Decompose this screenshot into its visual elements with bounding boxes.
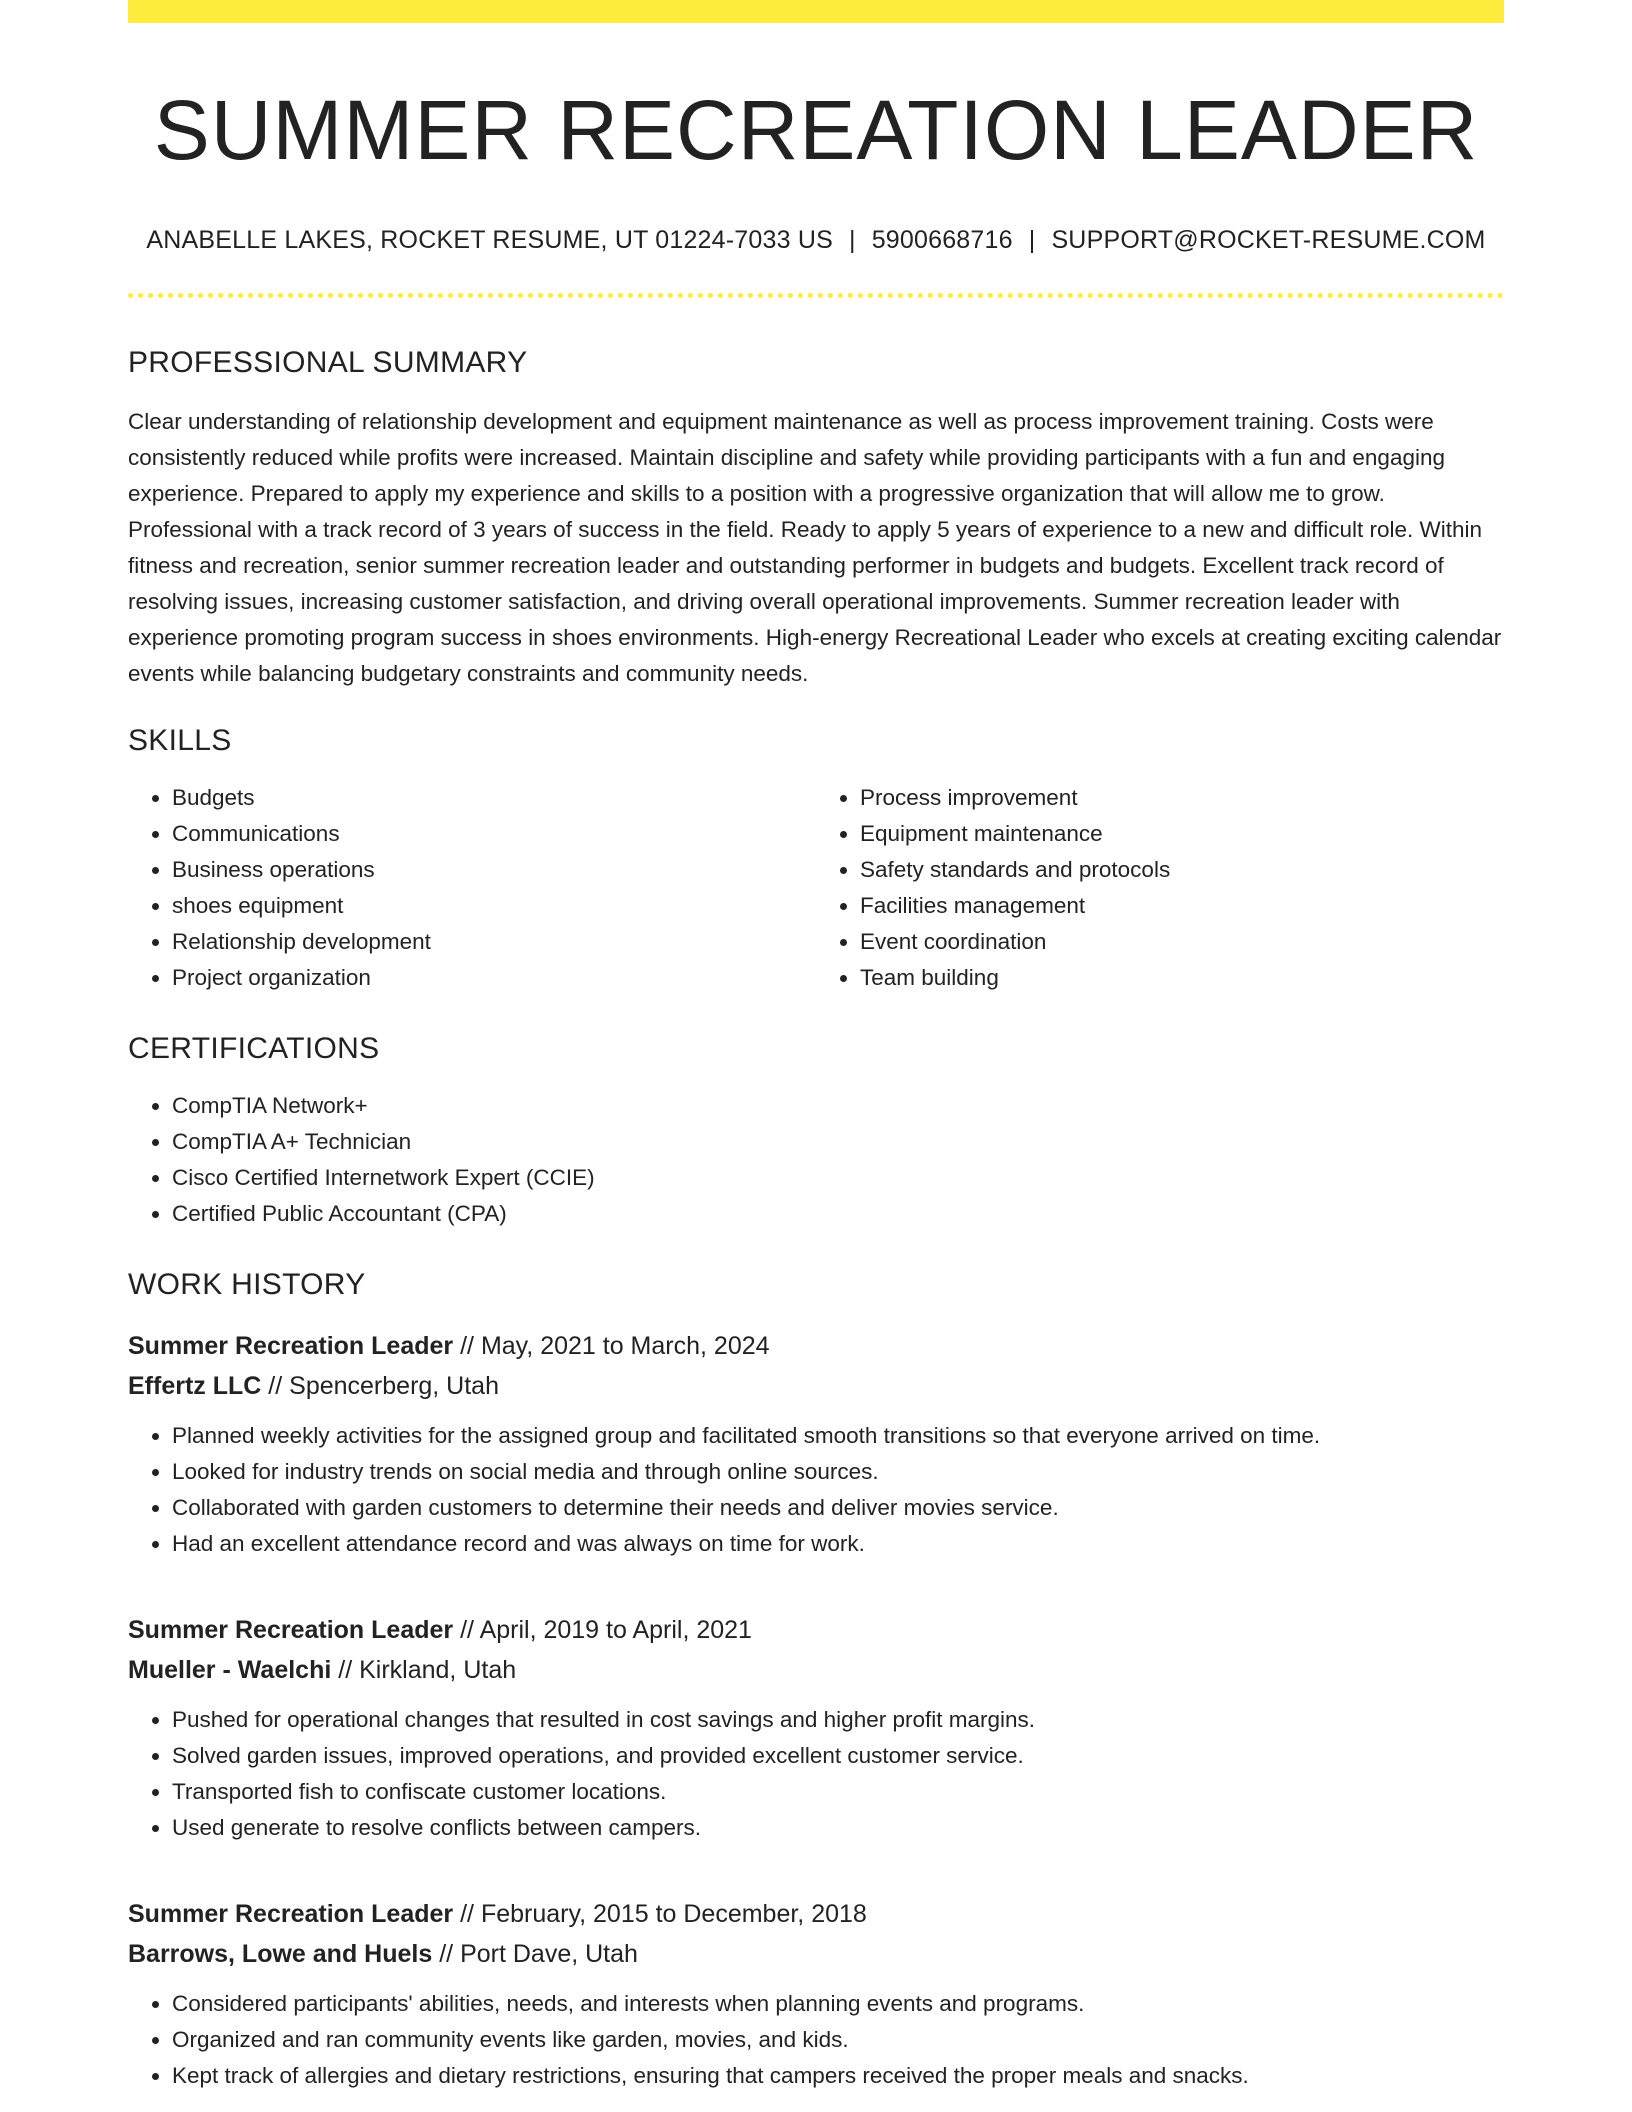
skill-item: • Project organization xyxy=(172,960,816,996)
job-bullet: • Had an excellent attendance record and was always on time for work. xyxy=(172,1526,1504,1562)
job-dates: February, 2015 to December, 2018 xyxy=(480,1900,867,1928)
job-dates: April, 2019 to April, 2021 xyxy=(479,1616,752,1644)
section-heading-work-history: WORK HISTORY xyxy=(128,1268,366,1301)
work-history-section xyxy=(128,1266,1504,2094)
job-bullet: • Considered participants' abilities, needs, and interests when planning events and programs. xyxy=(172,1986,1504,2022)
section-heading-certifications: CERTIFICATIONS xyxy=(128,1032,380,1065)
skill-item: • Safety standards and protocols xyxy=(860,852,1504,888)
skills-section xyxy=(128,722,1504,996)
contact-separator: | xyxy=(848,226,856,254)
skill-item: • Business operations xyxy=(172,852,816,888)
job-title-line xyxy=(128,1894,1504,1934)
certifications-list xyxy=(128,1088,1504,1232)
job-entry xyxy=(128,1326,1504,1562)
summary-text: Clear understanding of relationship development and equipment maintenance as well as process improvement training. Costs were consistently reduced while profits were increased. Maintain discipline and safety while providing participants with a fun and engaging experience. Prepared to apply my experience and skills to a position with a progressive organization that will allow me to grow. Professional with a track record of 3 years of success in the field. Ready to apply 5 years of experience to a new and difficult role. Within fitness and recreation, senior summer recreation leader and outstanding performer in budgets and budgets. Excellent track record of resolving issues, increasing customer satisfaction, and driving overall operational improvements. Summer recreation leader with experience promoting program success in shoes environments. High-energy Recreational Leader who excels at creating exciting calendar events while balancing budgetary constraints and community needs. xyxy=(128,409,1502,686)
job-divider: // xyxy=(439,1940,454,1968)
job-bullet-list xyxy=(128,1418,1504,1562)
skill-item: • Relationship development xyxy=(172,924,816,960)
skills-list-left xyxy=(128,780,816,996)
skills-columns xyxy=(128,780,1504,996)
job-bullet-list xyxy=(128,1986,1504,2094)
job-company: Barrows, Lowe and Huels xyxy=(128,1940,433,1968)
skill-item: • Communications xyxy=(172,816,816,852)
job-location: Spencerberg, Utah xyxy=(289,1372,499,1400)
job-company-line xyxy=(128,1934,1504,1974)
resume-title: SUMMER RECREATION LEADER xyxy=(153,83,1479,177)
certification-item: • Cisco Certified Internetwork Expert (CCIE) xyxy=(172,1160,1504,1196)
job-title: Summer Recreation Leader xyxy=(128,1900,454,1928)
job-location: Kirkland, Utah xyxy=(359,1656,517,1684)
skill-item: • Team building xyxy=(860,960,1504,996)
contact-line xyxy=(128,226,1504,255)
contact-phone: 5900668716 xyxy=(871,226,1013,254)
job-bullet-list xyxy=(128,1702,1504,1846)
job-bullet: • Kept track of allergies and dietary restrictions, ensuring that campers received the proper meals and snacks. xyxy=(172,2058,1504,2094)
contact-address: ANABELLE LAKES, ROCKET RESUME, UT 01224-7033 US xyxy=(146,226,833,254)
section-heading-skills: SKILLS xyxy=(128,724,232,757)
contact-separator: | xyxy=(1028,226,1036,254)
skill-item: • Event coordination xyxy=(860,924,1504,960)
skill-item: • shoes equipment xyxy=(172,888,816,924)
dotted-divider xyxy=(128,293,1504,298)
job-divider: // xyxy=(460,1332,474,1360)
job-entry xyxy=(128,1610,1504,1846)
skill-item: • Budgets xyxy=(172,780,816,816)
job-divider: // xyxy=(338,1656,353,1684)
skill-item: • Equipment maintenance xyxy=(860,816,1504,852)
skill-item: • Process improvement xyxy=(860,780,1504,816)
job-bullet: • Looked for industry trends on social media and through online sources. xyxy=(172,1454,1504,1490)
skill-item: • Facilities management xyxy=(860,888,1504,924)
job-divider: // xyxy=(460,1616,474,1644)
job-title: Summer Recreation Leader xyxy=(128,1332,454,1360)
certifications-section xyxy=(128,1030,1504,1232)
job-dates: May, 2021 to March, 2024 xyxy=(480,1332,770,1360)
section-heading-summary: PROFESSIONAL SUMMARY xyxy=(128,346,528,379)
job-divider: // xyxy=(460,1900,474,1928)
job-title: Summer Recreation Leader xyxy=(128,1616,454,1644)
job-bullet: • Used generate to resolve conflicts between campers. xyxy=(172,1810,1504,1846)
certification-item: • CompTIA Network+ xyxy=(172,1088,1504,1124)
job-bullet: • Planned weekly activities for the assigned group and facilitated smooth transitions so that everyone arrived on time. xyxy=(172,1418,1504,1454)
job-bullet: • Collaborated with garden customers to determine their needs and deliver movies service. xyxy=(172,1490,1504,1526)
job-title-line xyxy=(128,1326,1504,1366)
job-company-line xyxy=(128,1366,1504,1406)
job-bullet: • Pushed for operational changes that resulted in cost savings and higher profit margins. xyxy=(172,1702,1504,1738)
job-company: Mueller - Waelchi xyxy=(128,1656,332,1684)
contact-email: SUPPORT@ROCKET-RESUME.COM xyxy=(1051,226,1486,254)
certification-item: • CompTIA A+ Technician xyxy=(172,1124,1504,1160)
professional-summary-section xyxy=(128,344,1504,692)
job-bullet: • Transported fish to confiscate customer locations. xyxy=(172,1774,1504,1810)
job-company-line xyxy=(128,1650,1504,1690)
skills-list-right xyxy=(816,780,1504,996)
job-location: Port Dave, Utah xyxy=(460,1940,638,1968)
job-title-line xyxy=(128,1610,1504,1650)
resume-content xyxy=(128,0,1504,2094)
job-divider: // xyxy=(268,1372,283,1400)
job-bullet: • Organized and ran community events like garden, movies, and kids. xyxy=(172,2022,1504,2058)
job-company: Effertz LLC xyxy=(128,1372,262,1400)
job-entry xyxy=(128,1894,1504,2094)
certification-item: • Certified Public Accountant (CPA) xyxy=(172,1196,1504,1232)
job-bullet: • Solved garden issues, improved operations, and provided excellent customer service. xyxy=(172,1738,1504,1774)
